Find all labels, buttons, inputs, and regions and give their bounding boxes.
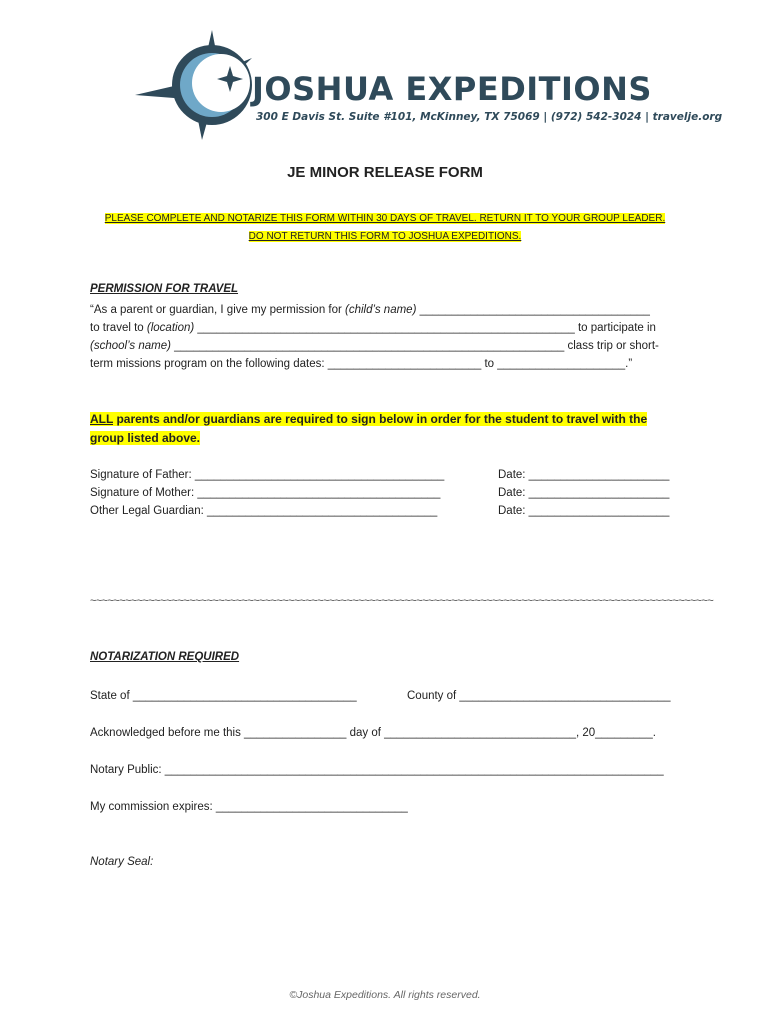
commission-expires-field[interactable]: My commission expires: ______________________________ <box>90 801 408 813</box>
permission-line-1a: “As a parent or guardian, I give my permission for <box>90 304 346 316</box>
state-field[interactable]: State of ___________________________________ <box>90 690 357 702</box>
county-field[interactable]: County of _________________________________ <box>407 690 671 702</box>
childs-name-blank[interactable]: ____________________________________ <box>416 304 650 316</box>
notice-line-2-text: DO NOT RETURN THIS FORM TO JOSHUA EXPEDITIONS. <box>248 231 522 242</box>
notice-line-1-text: PLEASE COMPLETE AND NOTARIZE THIS FORM WITHIN 30 DAYS OF TRAVEL. RETURN IT TO YOUR GROUP LEADER. <box>104 213 666 224</box>
guardian-signature-field[interactable]: Other Legal Guardian: ____________________________________ <box>90 505 438 517</box>
permission-line-2 <box>90 319 656 337</box>
notarization-heading: NOTARIZATION REQUIRED <box>90 651 240 663</box>
location-label: (location) <box>146 322 195 334</box>
all-emphasis: ALL <box>90 412 114 426</box>
acknowledged-field[interactable]: Acknowledged before me this ________________ day of ______________________________, 20_________. <box>90 727 656 739</box>
brand-name: JOSHUA EXPEDITIONS <box>252 70 652 108</box>
permission-heading: PERMISSION FOR TRAVEL <box>90 283 239 295</box>
mother-signature-field[interactable]: Signature of Mother: ______________________________________ <box>90 487 441 499</box>
father-signature-field[interactable]: Signature of Father: _______________________________________ <box>90 469 445 481</box>
tilde-divider: ~~~~~~~~~~~~~~~~~~~~~~~~~~~~~~~~~~~~~~~~~~~~~~~~~~~~~~~~~~~~~~~~~~~~~~~~~~~~~~~~~~~~~~~~~~~~~~~~~~~~~~~~~~~ <box>90 595 714 607</box>
notary-seal-label: Notary Seal: <box>90 856 154 868</box>
permission-line-1 <box>90 301 650 319</box>
school-name-blank[interactable]: _____________________________________________________________ class trip or short- <box>170 340 659 352</box>
father-date-field[interactable]: Date: ______________________ <box>498 469 670 481</box>
address-line: 300 E Davis St. Suite #101, McKinney, TX 75069 | (972) 542-3024 | travelje.org <box>256 111 723 123</box>
location-blank[interactable]: ___________________________________________________________ to participate in <box>194 322 656 334</box>
permission-line-2a: to travel to <box>90 322 147 334</box>
childs-name-label: (child’s name) <box>345 304 417 316</box>
permission-line-3 <box>90 337 659 355</box>
all-parents-note-text: parents and/or guardians are required to sign below in order for the student to travel with the group listed above. <box>90 412 648 445</box>
form-title: JE MINOR RELEASE FORM <box>287 164 483 181</box>
all-parents-note <box>90 410 680 448</box>
footer-copyright: ©Joshua Expeditions. All rights reserved. <box>289 989 481 1001</box>
mother-date-field[interactable]: Date: ______________________ <box>498 487 670 499</box>
notary-public-field[interactable]: Notary Public: ______________________________________________________________________________ <box>90 764 664 776</box>
guardian-date-field[interactable]: Date: ______________________ <box>498 505 670 517</box>
permission-line-4[interactable]: term missions program on the following dates: ________________________ to ____________________.” <box>90 358 633 370</box>
compass-star-logo-icon <box>130 28 255 143</box>
school-name-label: (school’s name) <box>90 340 171 352</box>
notice-line-1 <box>0 213 770 224</box>
notice-line-2 <box>0 231 770 242</box>
